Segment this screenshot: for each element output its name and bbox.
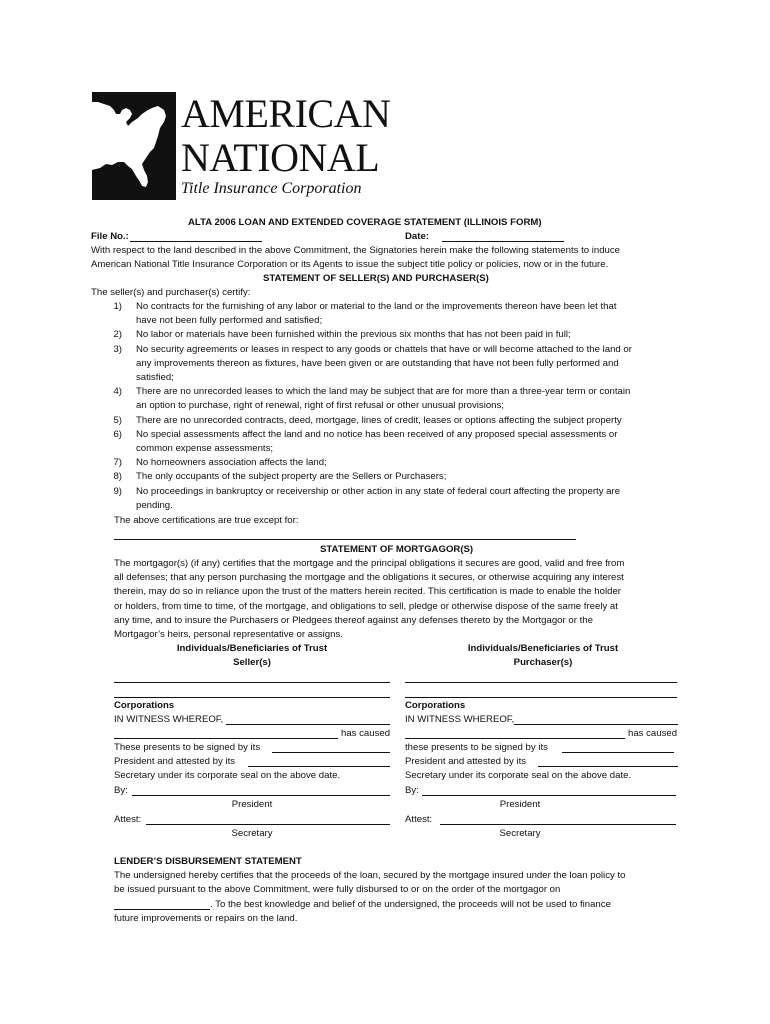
lender-line-2: be issued pursuant to the above Commitment, were fully disbursed to or on the order of the mortgagor on — [114, 884, 561, 895]
date-label: Date: — [405, 231, 429, 242]
intro-line-2: American National Title Insurance Corporation or its Agents to issue the subject title policy or policies, now or in the future. — [91, 259, 609, 270]
mortgagor-statement-line: therein, may do so in reliance upon the trust of the matters herein recited. This certification is made to enable the holder — [114, 586, 621, 598]
file-number-label: File No.: — [91, 231, 129, 242]
purchasers-attest-label: Attest: — [405, 814, 433, 825]
sellers-seal-text: Secretary under its corporate seal on the above date. — [114, 770, 341, 781]
disbursement-date-field[interactable] — [114, 909, 210, 910]
certification-item-text: No proceedings in bankruptcy or receivership or other action in any state of federal court affecting the property are — [136, 485, 621, 497]
certification-item-number: 7) — [113, 457, 122, 469]
sellers-section-heading: STATEMENT OF SELLER(S) AND PURCHASER(S) — [263, 273, 489, 284]
except-text: The above certifications are true except for: — [114, 515, 299, 526]
seller-attester-title-field[interactable] — [248, 766, 390, 767]
certification-item-text: No homeowners association affects the land; — [136, 457, 327, 469]
certification-item-number: 9) — [113, 485, 122, 497]
seller-signer-title-field[interactable] — [272, 752, 390, 753]
certification-item-text: common expense assessments; — [136, 443, 274, 454]
logo-word-national: NATIONAL — [181, 135, 380, 180]
certification-item-text: satisfied; — [136, 372, 174, 383]
purchaser-attest-signature-field[interactable] — [440, 824, 676, 825]
sellers-corporations-heading: Corporations — [114, 700, 175, 711]
sellers-attest-label: Attest: — [114, 814, 142, 825]
mortgagor-statement-line: any time, and to insure the Purchasers or Pledgees thereof against any defenses thereto by the Mortgagor or the — [114, 614, 593, 626]
seller-corp-name-field-2[interactable] — [114, 738, 338, 739]
lender-line-1: The undersigned hereby certifies that the proceeds of the loan, secured by the mortgage insured under the loan policy to — [114, 870, 626, 881]
seller-attest-signature-field[interactable] — [146, 824, 390, 825]
sellers-president-label: President — [231, 799, 273, 810]
purchasers-witness-text: IN WITNESS WHEREOF, — [405, 714, 515, 725]
lender-line-3: . To the best knowledge and belief of the undersigned, the proceeds will not be used to finance — [210, 899, 611, 910]
logo-tagline: Title Insurance Corporation — [181, 180, 362, 197]
sellers-witness-text: IN WITNESS WHEREOF, — [114, 714, 224, 725]
certification-item-number: 6) — [113, 428, 122, 440]
purchasers-president-label: President — [499, 799, 541, 810]
certification-item-text: an option to purchase, right of renewal, right of first refusal or other unusual provisions; — [136, 400, 504, 412]
purchasers-attested-text: President and attested by its — [405, 756, 527, 767]
mortgagor-statement-line: or holders, from time to time, of the mortgage, and obligations to sell, pledge or otherwise dispose of the same freely at — [114, 600, 618, 612]
certification-item-text: There are no unrecorded contracts, deed, mortgage, lines of credit, leases or options affecting the subject property — [136, 414, 622, 426]
certification-item-number: 8) — [113, 471, 122, 483]
purchasers-presents-text: these presents to be signed by its — [405, 742, 548, 753]
certification-item-number: 5) — [113, 414, 122, 426]
purchasers-secretary-label: Secretary — [499, 828, 541, 839]
certification-item-number: 2) — [113, 329, 122, 341]
certification-item-text: any improvements thereon as fixtures, have been given or are outstanding that have not been fully performed and — [136, 357, 619, 369]
file-number-field[interactable] — [130, 241, 262, 242]
seller-signature-line-1[interactable] — [114, 682, 390, 683]
certification-item-text: No contracts for the furnishing of any labor or material to the land or the improvements thereon have been let that — [136, 301, 617, 312]
mortgagor-section-heading: STATEMENT OF MORTGAGOR(S) — [320, 544, 474, 555]
sellers-by-label: By: — [114, 785, 128, 796]
purchasers-by-label: By: — [405, 785, 419, 796]
certification-item-number: 3) — [113, 343, 122, 355]
certification-item-number: 1) — [113, 301, 122, 312]
exceptions-field[interactable] — [114, 539, 576, 540]
document-title: ALTA 2006 LOAN AND EXTENDED COVERAGE STATEMENT (ILLINOIS FORM) — [188, 217, 542, 228]
sellers-secretary-label: Secretary — [231, 828, 273, 839]
date-field[interactable] — [442, 241, 564, 242]
sellers-presents-text: These presents to be signed by its — [114, 742, 261, 753]
logo-word-american: AMERICAN — [181, 91, 391, 136]
certification-item-text: pending. — [136, 499, 173, 511]
certification-item-text: No security agreements or leases in respect to any goods or chattels that have or will become attached to the land or — [136, 343, 632, 355]
purchasers-has-caused-text: has caused — [628, 728, 678, 739]
purchaser-signer-title-field[interactable] — [562, 752, 674, 753]
purchasers-individuals-heading: Individuals/Beneficiaries of Trust — [467, 643, 619, 654]
mortgagor-statement-line: Mortgagor’s heirs, personal representative or assigns. — [114, 629, 343, 640]
purchaser-corp-name-field-2[interactable] — [405, 738, 625, 739]
certification-item-text: The only occupants of the subject property are the Sellers or Purchasers; — [136, 471, 447, 483]
lender-section-heading: LENDER’S DISBURSEMENT STATEMENT — [114, 856, 302, 867]
mortgagor-statement-line: all defenses; that any person purchasing the mortgage and the obligations it secures, or otherwise acquiring any interest — [114, 572, 624, 584]
mortgagor-statement-line: The mortgagor(s) (if any) certifies that the mortgage and the principal obligations it secures are good, valid and free from — [114, 558, 625, 569]
sellers-individuals-heading: Individuals/Beneficiaries of Trust — [176, 643, 328, 654]
purchasers-corporations-heading: Corporations — [405, 700, 466, 711]
lender-line-4: future improvements or repairs on the land. — [114, 913, 298, 924]
us-map-logo-icon — [92, 92, 176, 200]
purchaser-signature-line-1[interactable] — [405, 682, 677, 683]
certification-item-text: There are no unrecorded leases to which the land may be subject that are for more than a three-year term or contain — [136, 386, 631, 398]
seller-corp-name-field[interactable] — [226, 724, 390, 725]
purchaser-by-signature-field[interactable] — [422, 795, 676, 796]
seller-by-signature-field[interactable] — [132, 795, 390, 796]
intro-line-1: With respect to the land described in the above Commitment, the Signatories herein make the following statements to induce — [91, 245, 621, 256]
purchaser-signature-line-2[interactable] — [405, 697, 677, 698]
sellers-has-caused-text: has caused — [341, 728, 391, 739]
sellers-certify-text: The seller(s) and purchaser(s) certify: — [91, 287, 251, 298]
purchasers-heading: Purchaser(s) — [513, 657, 573, 668]
purchasers-seal-text: Secretary under its corporate seal on the above date. — [405, 770, 632, 781]
purchaser-attester-title-field[interactable] — [538, 766, 678, 767]
sellers-heading: Seller(s) — [233, 657, 271, 668]
sellers-attested-text: President and attested by its — [114, 756, 236, 767]
purchaser-corp-name-field[interactable] — [514, 724, 678, 725]
certification-item-text: have not been fully performed and satisfied; — [136, 315, 323, 327]
certification-item-text: No labor or materials have been furnished within the previous six months that has not been paid in full; — [136, 329, 571, 341]
certification-item-text: No special assessments affect the land and no notice has been received of any proposed special assessments or — [136, 428, 618, 440]
certification-item-number: 4) — [113, 386, 122, 398]
seller-signature-line-2[interactable] — [114, 697, 390, 698]
